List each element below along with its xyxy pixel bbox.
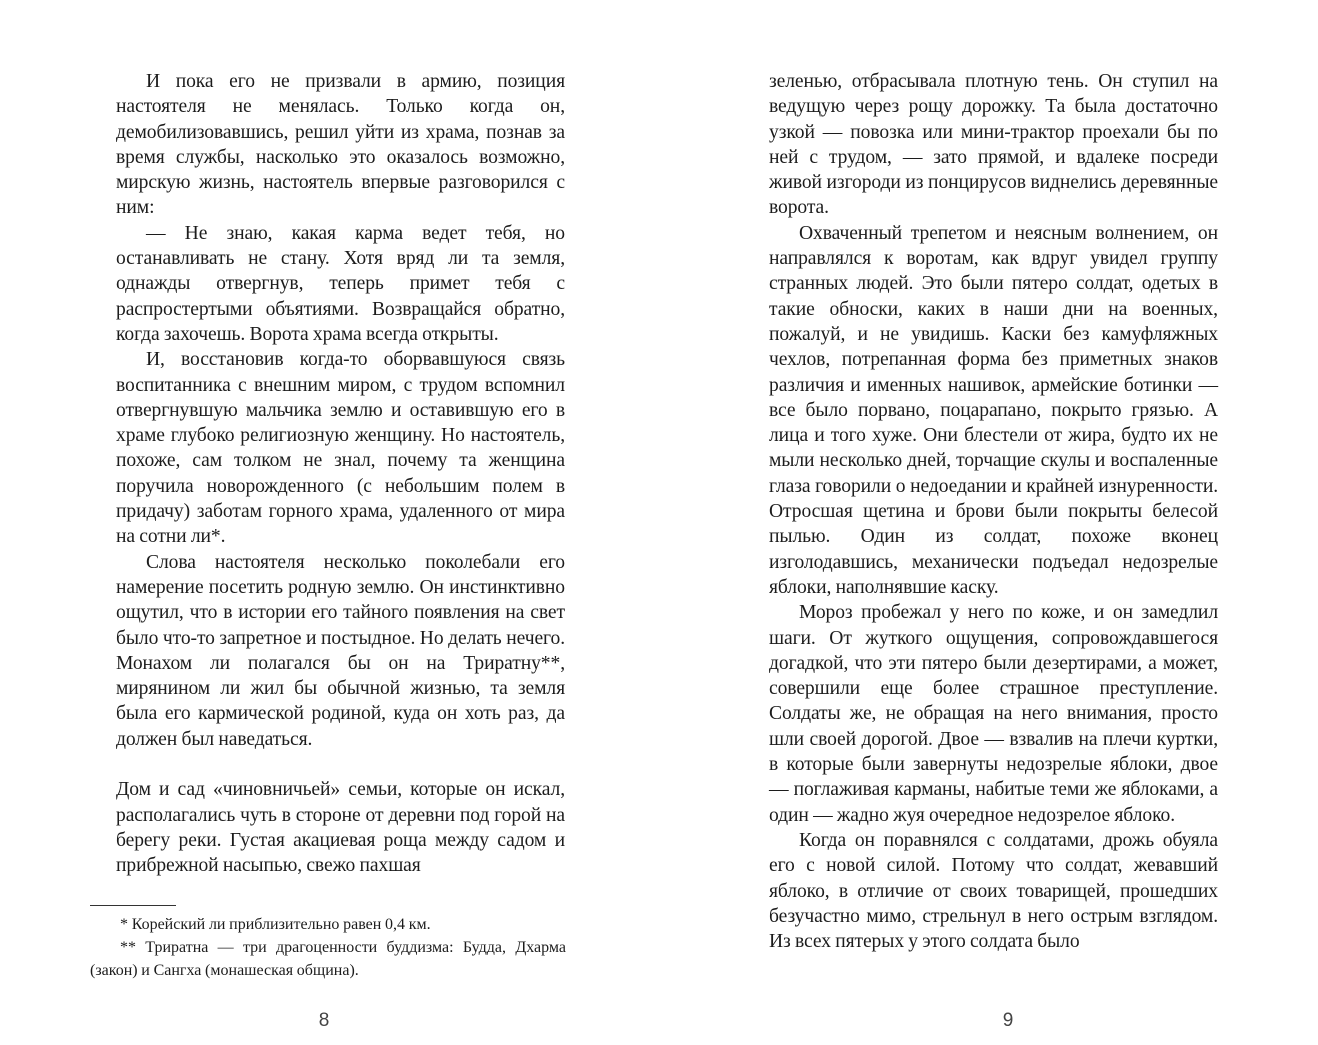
page-number: 8 — [318, 1010, 330, 1031]
paragraph: Когда он поравнялся с солдатами, дрожь обуяла его с новой силой. Потому что солдат, жевавший яблоко, в отличие от своих товарищей, прошедших безучастно мимо, стрельнул в него острым взглядом. Из всех пятерых у этого солдата было — [769, 829, 1218, 953]
paragraph: Слова настоятеля несколько поколебали его намерение посетить родную землю. Он инстинктивно ощутил, что в истории его тайного появления на свет было что-то запретное и постыдное. Но делать нечего. Монахом ли полагался бы он на Триратну**, мирянином ли жил бы обычной жизнью, та земля была его кармической родиной, куда он хоть раз, да должен был наведаться. — [116, 551, 565, 750]
footnotes — [90, 913, 566, 982]
left-body-text — [116, 69, 565, 879]
footnote: * Корейский ли приблизительно равен 0,4 км. — [120, 916, 431, 933]
paragraph: — Не знаю, какая карма ведет тебя, но останавливать не стану. Хотя вряд ли та земля, однажды отвергнув, теперь примет тебя с распростертыми объятиями. Возвращайся обратно, когда захочешь. Ворота храма всегда открыты. — [116, 222, 565, 345]
paragraph: Мороз пробежал у него по коже, и он замедлил шаги. От жуткого ощущения, сопровождавшегося догадкой, что эти пятеро были дезертирами, а может, совершили еще более страшное преступление. Солдаты же, не обращая на него внимания, просто шли своей дорогой. Двое — взвалив на плечи куртки, в которые были завернуты недозрелые яблоки, двое — поглаживая карманы, набитые теми же яблоками, а один — жадно жуя очередное недозрелое яблоко. — [769, 602, 1218, 826]
right-body-text — [769, 69, 1218, 954]
footnote-divider — [90, 905, 176, 906]
paragraph: И пока его не призвали в армию, позиция настоятеля не менялась. Только когда он, демобилизовавшись, решил уйти из храма, познав за время службы, насколько это оказалось возможно, мирскую жизнь, настоятель впервые разговорился с ним: — [116, 71, 565, 219]
paragraph: И, восстановив когда-то оборвавшуюся связь воспитанника с внешним миром, с трудом вспомнил отвергнувшую мальчика землю и оставившую его в храме глубоко религиозную женщину. Но настоятель, похоже, сам толком не знал, почему та женщина поручила новорожденного (с небольшим полем в придачу) заботам горного храма, удаленного от мира на сотни ли*. — [116, 349, 565, 548]
footnote: ** Триратна — три драгоценности буддизма: Будда, Дхарма (закон) и Сангха (монашеская община). — [90, 939, 566, 979]
page-number: 9 — [1002, 1010, 1014, 1031]
continuation-paragraph: зеленью, отбрасывала плотную тень. Он ступил на ведущую через рощу дорожку. Та была достаточно узкой — повозка или мини-трактор проехали бы по ней с трудом, — зато прямой, и вдалеке посреди живой изгороди из понцирусов виднелись деревянные ворота. — [769, 71, 1218, 219]
paragraph: Охваченный трепетом и неясным волнением, он направлялся к воротам, как вдруг увидел группу странных людей. Это были пятеро солдат, одетых в такие обноски, каких в наши дни на военных, пожалуй, и не увидишь. Каски без камуфляжных чехлов, потрепанная форма без приметных знаков различия и именных нашивок, армейские ботинки — все было порвано, поцарапано, покрыто грязью. А лица и того хуже. Они блестели от жира, будто их не мыли несколько дней, торчащие скулы и воспаленные глаза говорили о недоедании и крайней изнуренности. Отросшая щетина и брови были покрыты белесой пылью. Один из солдат, похоже вконец изголодавшись, механически подъедал недозрелые яблоки, наполнявшие каску. — [769, 222, 1218, 598]
section-break — [116, 752, 565, 777]
section-start-paragraph: Дом и сад «чиновничьей» семьи, которые он искал, располагались чуть в стороне от деревни под горой на берегу реки. Густая акациевая роща между садом и прибрежной насыпью, свежо пахшая — [116, 779, 565, 877]
right-page — [659, 0, 1318, 1045]
